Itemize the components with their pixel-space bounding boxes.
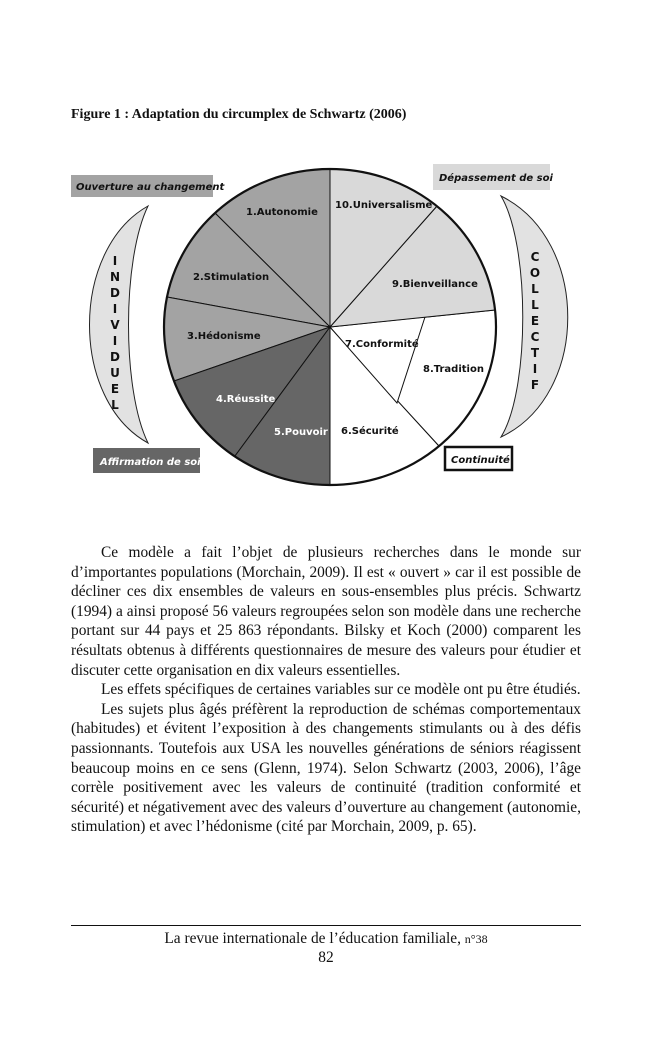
slice-label-bienveillance: 9.Bienveillance	[392, 279, 478, 290]
body-text	[71, 543, 581, 837]
group-box-self-enhancement	[93, 448, 201, 473]
slice-label-autonomie: 1.Autonomie	[246, 207, 318, 218]
svg-text:F: F	[530, 378, 540, 392]
svg-text:I: I	[112, 302, 118, 316]
slice-label-universalisme: 10.Universalisme	[335, 200, 433, 211]
slice-label-hedonisme: 3.Hédonisme	[187, 331, 261, 342]
svg-text:V: V	[110, 318, 120, 332]
slice-label-conformite: 7.Conformité	[345, 339, 419, 350]
svg-text:L: L	[111, 398, 119, 412]
slice-label-securite: 6.Sécurité	[341, 426, 399, 437]
svg-text:L: L	[531, 298, 539, 312]
paragraph: Les sujets plus âgés préfèrent la reproduction de schémas comportementaux (habitudes) et évitent l’exposition à des changements stimulants ou à des défis passionnants. Toutefois aux USA les nouvelles générations de séniors réagissent beaucoup moins en ce sens (Glenn, 1974). Selon Schwartz (2003, 2006), l’âge corrèle positivement avec les valeurs de continuité (tradition conformité et sécurité) et négativement avec des valeurs d’ouverture au changement (autonomie, stimulation) et avec l’hédonisme (cité par Morchain, 2009, p. 65).	[71, 700, 581, 836]
paragraph: Les effets spécifiques de certaines variables sur ce modèle ont pu être étudiés.	[101, 681, 581, 699]
slice-label-pouvoir: 5.Pouvoir	[274, 427, 328, 438]
svg-text:O: O	[529, 266, 541, 280]
svg-text:E: E	[530, 314, 540, 328]
svg-text:D: D	[110, 286, 120, 300]
slice-label-tradition: 8.Tradition	[423, 364, 484, 375]
svg-text:L: L	[531, 282, 539, 296]
svg-text:C: C	[530, 250, 540, 264]
group-label-conservation: Continuité	[451, 455, 510, 466]
svg-text:E: E	[110, 382, 120, 396]
group-label-self-transcendence: Dépassement de soi	[439, 173, 553, 184]
figure-caption: Figure 1 : Adaptation du circumplex de Schwartz (2006)	[71, 107, 407, 122]
slice-label-stimulation: 2.Stimulation	[193, 272, 270, 283]
pie-chart	[164, 169, 496, 485]
group-box-openness	[71, 175, 225, 197]
footer-journal-title	[71, 930, 581, 948]
page-number: 82	[318, 949, 334, 966]
journal-name: La revue internationale de l’éducation familiale,	[164, 930, 465, 947]
svg-text:T: T	[530, 346, 540, 360]
svg-text:U: U	[110, 366, 120, 380]
svg-text:N: N	[109, 270, 121, 284]
group-box-conservation	[445, 447, 512, 470]
svg-text:D: D	[110, 350, 120, 364]
paragraph: Ce modèle a fait l’objet de plusieurs recherches dans le monde sur d’importantes populations (Morchain, 2009). Il est « ouvert » car il est possible de décliner ces dix ensembles de valeurs en sous-ensembles plus précis. Schwartz (1994) a ainsi proposé 56 valeurs regroupées selon son modèle dans une recherche portant sur 44 pays et 25 863 répondants. Bilsky et Koch (2000) comparent les résultats obtenus à différents questionnaires de mesure des valeurs pour étudier et discuter cette organisation en dix valeurs essentielles.	[71, 544, 581, 679]
group-label-openness: Ouverture au changement	[76, 182, 225, 193]
footer-divider	[71, 925, 581, 926]
svg-text:I: I	[112, 334, 118, 348]
issue-number: n°38	[464, 932, 488, 946]
group-box-self-transcendence	[433, 164, 554, 190]
svg-text:C: C	[530, 330, 540, 344]
group-label-self-enhancement: Affirmation de soi	[100, 457, 201, 468]
svg-text:I: I	[112, 254, 118, 268]
svg-text:I: I	[532, 362, 538, 376]
slice-label-reussite: 4.Réussite	[216, 394, 276, 405]
